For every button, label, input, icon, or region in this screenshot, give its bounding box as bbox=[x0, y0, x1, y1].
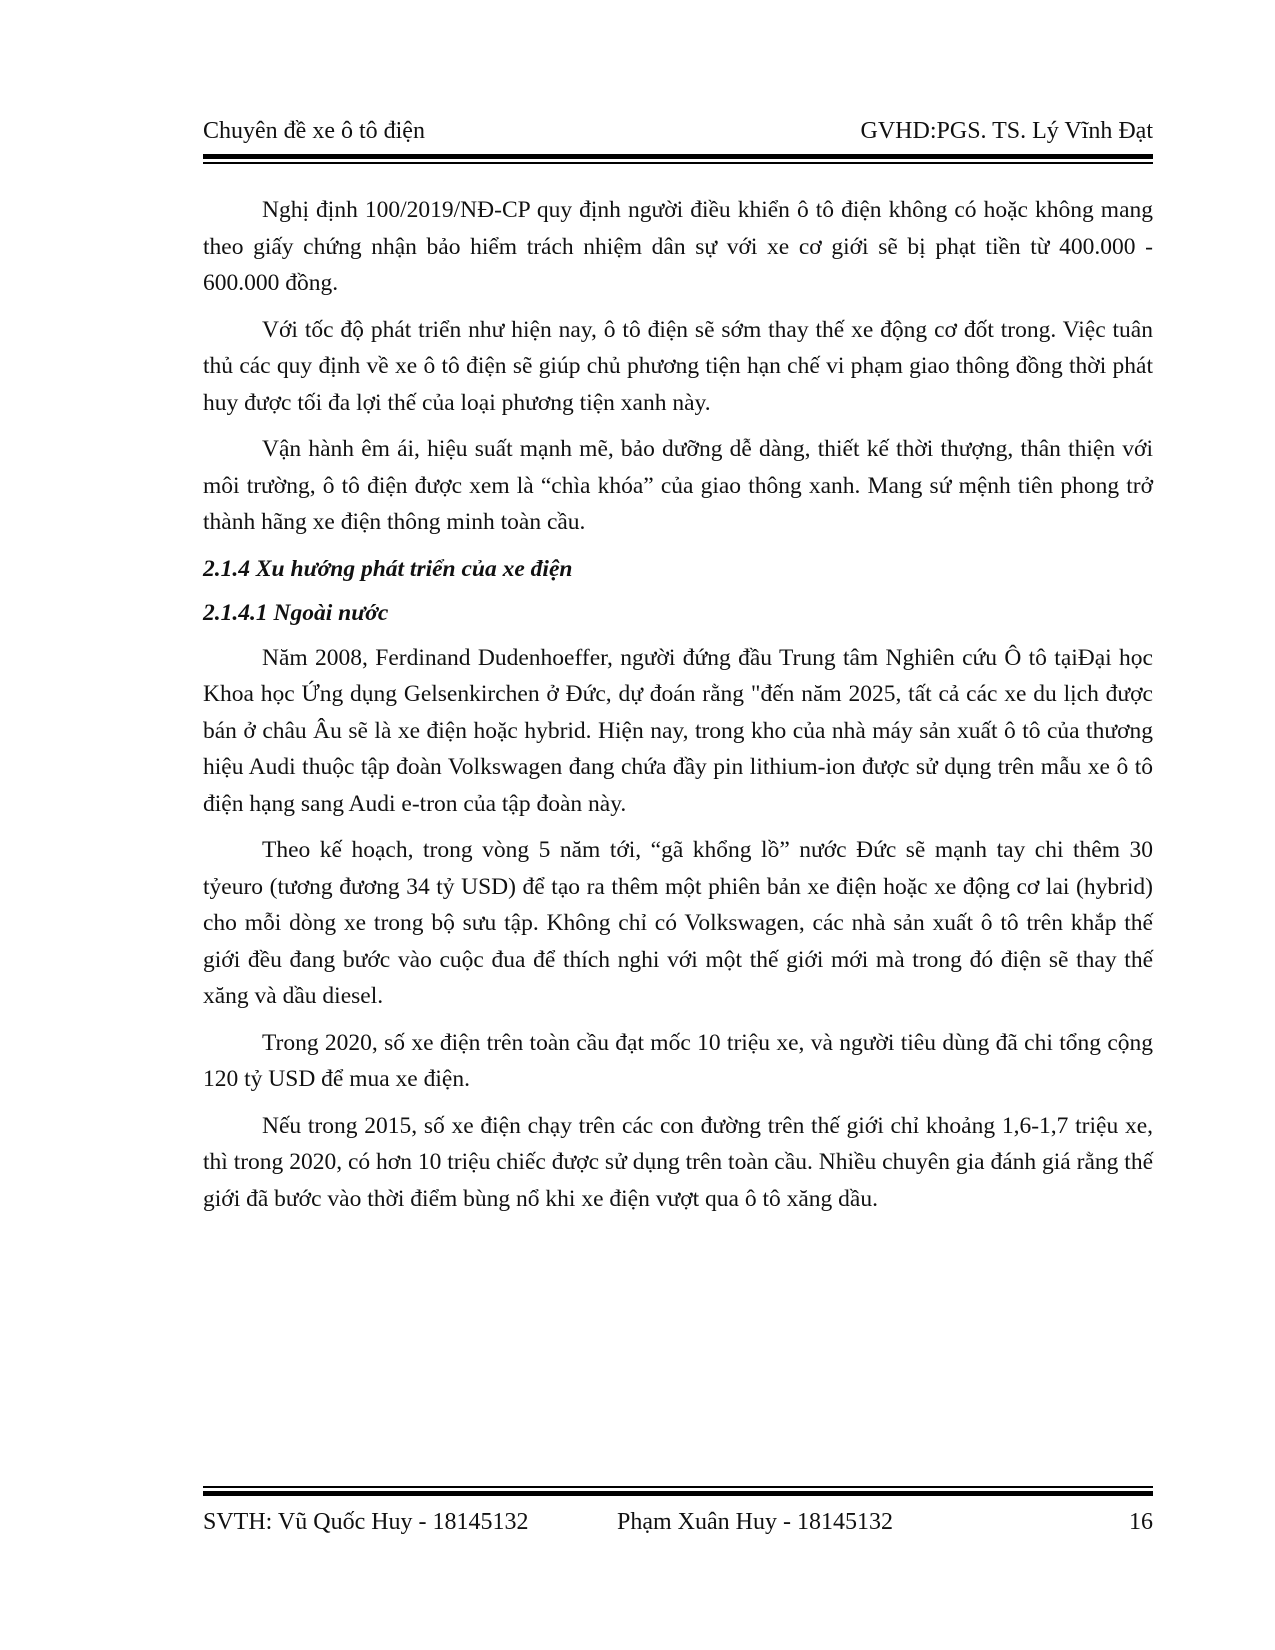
paragraph: Theo kế hoạch, trong vòng 5 năm tới, “gã khổng lồ” nước Đức sẽ mạnh tay chi thêm 30 tỷeuro (tương đương 34 tỷ USD) để tạo ra thêm một phiên bản xe điện hoặc xe động cơ lai (hybrid) cho mỗi dòng xe trong bộ sưu tập. Không chỉ có Volkswagen, các nhà sản xuất ô tô trên khắp thế giới đều đang bước vào cuộc đua để thích nghi với một thế giới mới mà trong đó điện sẽ thay thế xăng và dầu diesel. bbox=[203, 837, 1153, 1009]
paragraph: Nếu trong 2015, số xe điện chạy trên các con đường trên thế giới chỉ khoảng 1,6-1,7 triệu xe, thì trong 2020, có hơn 10 triệu chiếc được sử dụng trên toàn cầu. Nhiều chuyên gia đánh giá rằng thế giới đã bước vào thời điểm bùng nổ khi xe điện vượt qua ô tô xăng dầu. bbox=[203, 1112, 1153, 1212]
header-title: Chuyên đề xe ô tô điện bbox=[203, 118, 425, 144]
footer-student-2: Phạm Xuân Huy - 18145132 bbox=[617, 1509, 893, 1535]
paragraph: Với tốc độ phát triển như hiện nay, ô tô điện sẽ sớm thay thế xe động cơ đốt trong. Việc tuân thủ các quy định về xe ô tô điện sẽ giúp chủ phương tiện hạn chế vi phạm giao thông đồng thời phát huy được tối đa lợi thế của loại phương tiện xanh này. bbox=[203, 316, 1153, 416]
footer-rule bbox=[203, 1486, 1153, 1496]
footer-student-1: SVTH: Vũ Quốc Huy - 18145132 bbox=[203, 1509, 529, 1535]
paragraph: Trong 2020, số xe điện trên toàn cầu đạt mốc 10 triệu xe, và người tiêu dùng đã chi tổng cộng 120 tỷ USD để mua xe điện. bbox=[203, 1029, 1153, 1092]
paragraph: Nghị định 100/2019/NĐ-CP quy định người điều khiển ô tô điện không có hoặc không mang theo giấy chứng nhận bảo hiểm trách nhiệm dân sự với xe cơ giới sẽ bị phạt tiền từ 400.000 - 600.000 đồng. bbox=[203, 197, 1153, 296]
header-advisor: GVHD:PGS. TS. Lý Vĩnh Đạt bbox=[860, 118, 1153, 144]
page-content bbox=[203, 192, 1153, 1227]
section-heading: 2.1.4 Xu hướng phát triển của xe điện bbox=[203, 555, 573, 582]
page-header bbox=[203, 118, 1153, 145]
paragraph: Năm 2008, Ferdinand Dudenhoeffer, người đứng đầu Trung tâm Nghiên cứu Ô tô tạiĐại học Khoa học Ứng dụng Gelsenkirchen ở Đức, dự đoán rằng "đến năm 2025, tất cả các xe du lịch được bán ở châu Âu sẽ là xe điện hoặc hybrid. Hiện nay, trong kho của nhà máy sản xuất ô tô của thương hiệu Audi thuộc tập đoàn Volkswagen đang chứa đầy pin lithium-ion được sử dụng trên mẫu xe ô tô điện hạng sang Audi e-tron của tập đoàn này. bbox=[203, 644, 1153, 817]
header-rule bbox=[203, 154, 1153, 164]
page-number: 16 bbox=[1129, 1509, 1153, 1535]
page-footer bbox=[203, 1509, 1153, 1536]
subsection-heading: 2.1.4.1 Ngoài nước bbox=[203, 600, 389, 626]
paragraph: Vận hành êm ái, hiệu suất mạnh mẽ, bảo dưỡng dễ dàng, thiết kế thời thượng, thân thiện với môi trường, ô tô điện được xem là “chìa khóa” của giao thông xanh. Mang sứ mệnh tiên phong trở thành hãng xe điện thông minh toàn cầu. bbox=[203, 436, 1153, 535]
